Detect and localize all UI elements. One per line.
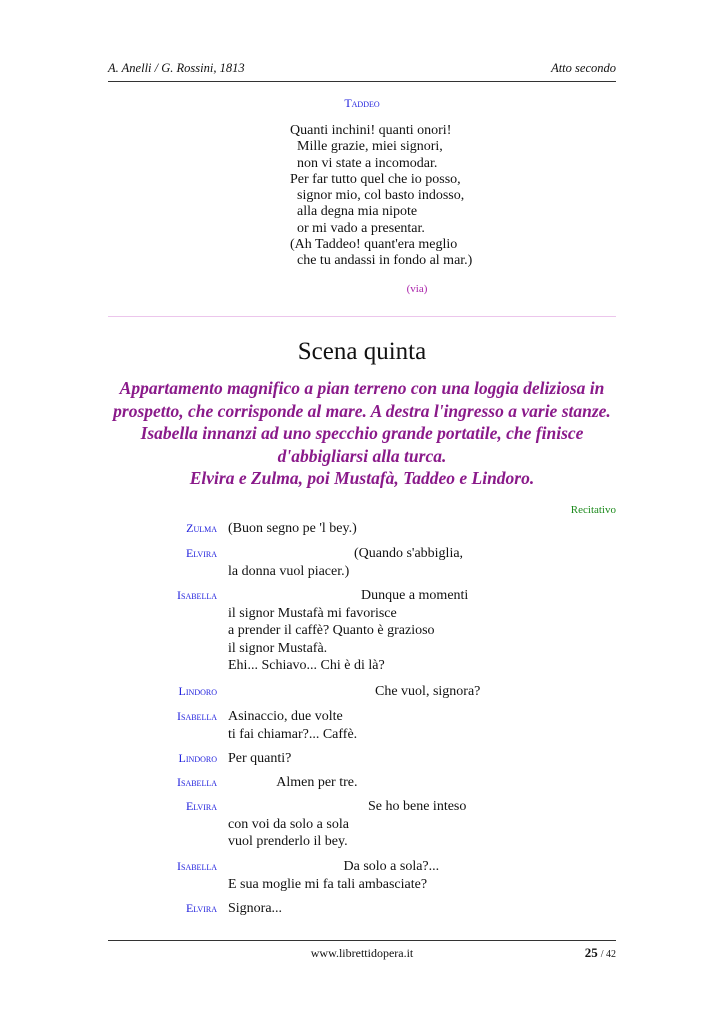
speech [228,798,466,851]
speaker: Elvira [185,901,217,915]
scene-divider [108,316,616,317]
total-pages: / 42 [600,949,616,960]
footer-url[interactable]: www.librettidopera.it [310,946,414,960]
verse-line: signor mio, col basto indosso, [290,188,465,204]
page-header [108,61,616,77]
verse-line: (Ah Taddeo! quant'era meglio [290,237,458,253]
verse-block [290,123,472,270]
speech-line: vuol prenderlo il bey. [228,834,348,849]
speech-line: (Quando s'abbiglia, [228,546,464,561]
speaker: Isabella [177,775,217,789]
speech [228,587,468,675]
verse-line: che tu andassi in fondo al mar.) [290,253,473,269]
setting-line: Elvira e Zulma, poi Mustafà, Taddeo e Lindoro. [189,468,535,488]
page-number [585,945,616,961]
speaker: Isabella [177,709,217,723]
speech-line: la donna vuol piacer.) [228,563,350,579]
speech-line: Da solo a sola?... [228,859,440,874]
speech [228,774,357,792]
speech [228,545,463,580]
speech-line: Per quanti? [228,751,292,766]
speech [228,858,439,893]
speech [228,750,291,768]
speech-line: Almen per tre. [228,775,358,790]
stage-direction: (via) [406,283,428,295]
speaker: Zulma [186,521,217,535]
header-author: A. Anelli / G. Rossini, 1813 [108,61,245,75]
verse-line: Quanti inchini! quanti onori! [290,123,452,138]
current-page: 25 [584,945,598,960]
setting-line: Appartamento magnifico a pian terreno con una loggia deliziosa in [119,378,605,398]
speech [228,683,480,701]
speech-line: Ehi... Schiavo... Chi è di là? [228,658,385,673]
speech-line: ti fai chiamar?... Caffè. [228,726,358,742]
setting-line: d'abbigliarsi alla turca. [277,445,447,466]
scene-setting [108,377,616,490]
speaker: Elvira [185,799,217,813]
speaker: Lindoro [178,751,217,765]
speaker: Lindoro [178,684,217,698]
speech-line: Signora... [228,901,283,916]
scene-title: Scena quinta [297,338,427,365]
speaker: Elvira [185,546,217,560]
setting-line: prospetto, che corrisponde al mare. A destra l'ingresso a varie stanze. [113,400,611,421]
speech-line: con voi da solo a sola [228,816,349,832]
setting-line: Isabella innanzi ad uno specchio grande portatile, che finisce [140,423,584,443]
speech [228,520,357,538]
speech-line: il signor Mustafà mi favorisce [228,605,397,621]
verse-line: Mille grazie, miei signori, [290,139,443,155]
section-label: Recitativo [570,504,616,516]
character-name: Taddeo [344,96,380,110]
verse-line: or mi vado a presentar. [290,220,425,236]
speech-line: Dunque a momenti [228,588,469,603]
header-act: Atto secondo [551,61,616,75]
speaker: Isabella [177,859,217,873]
verse-line: alla degna mia nipote [290,204,418,220]
speech [228,900,282,918]
speech-line: Che vuol, signora? [228,684,481,699]
header-rule [108,81,616,82]
speech-line: Se ho bene inteso [228,799,467,814]
speech-line: Asinaccio, due volte [228,709,343,724]
speech-line: E sua moglie mi fa tali ambasciate? [228,876,428,892]
speech-line: il signor Mustafà. [228,640,328,656]
speech-line: a prender il caffè? Quanto è grazioso [228,623,435,638]
footer-rule [108,940,616,941]
speech-line: (Buon segno pe 'l bey.) [228,521,357,536]
speech [228,708,357,743]
verse-line: Per far tutto quel che io posso, [290,171,461,187]
verse-line: non vi state a incomodar. [290,155,438,171]
speaker: Isabella [177,588,217,602]
